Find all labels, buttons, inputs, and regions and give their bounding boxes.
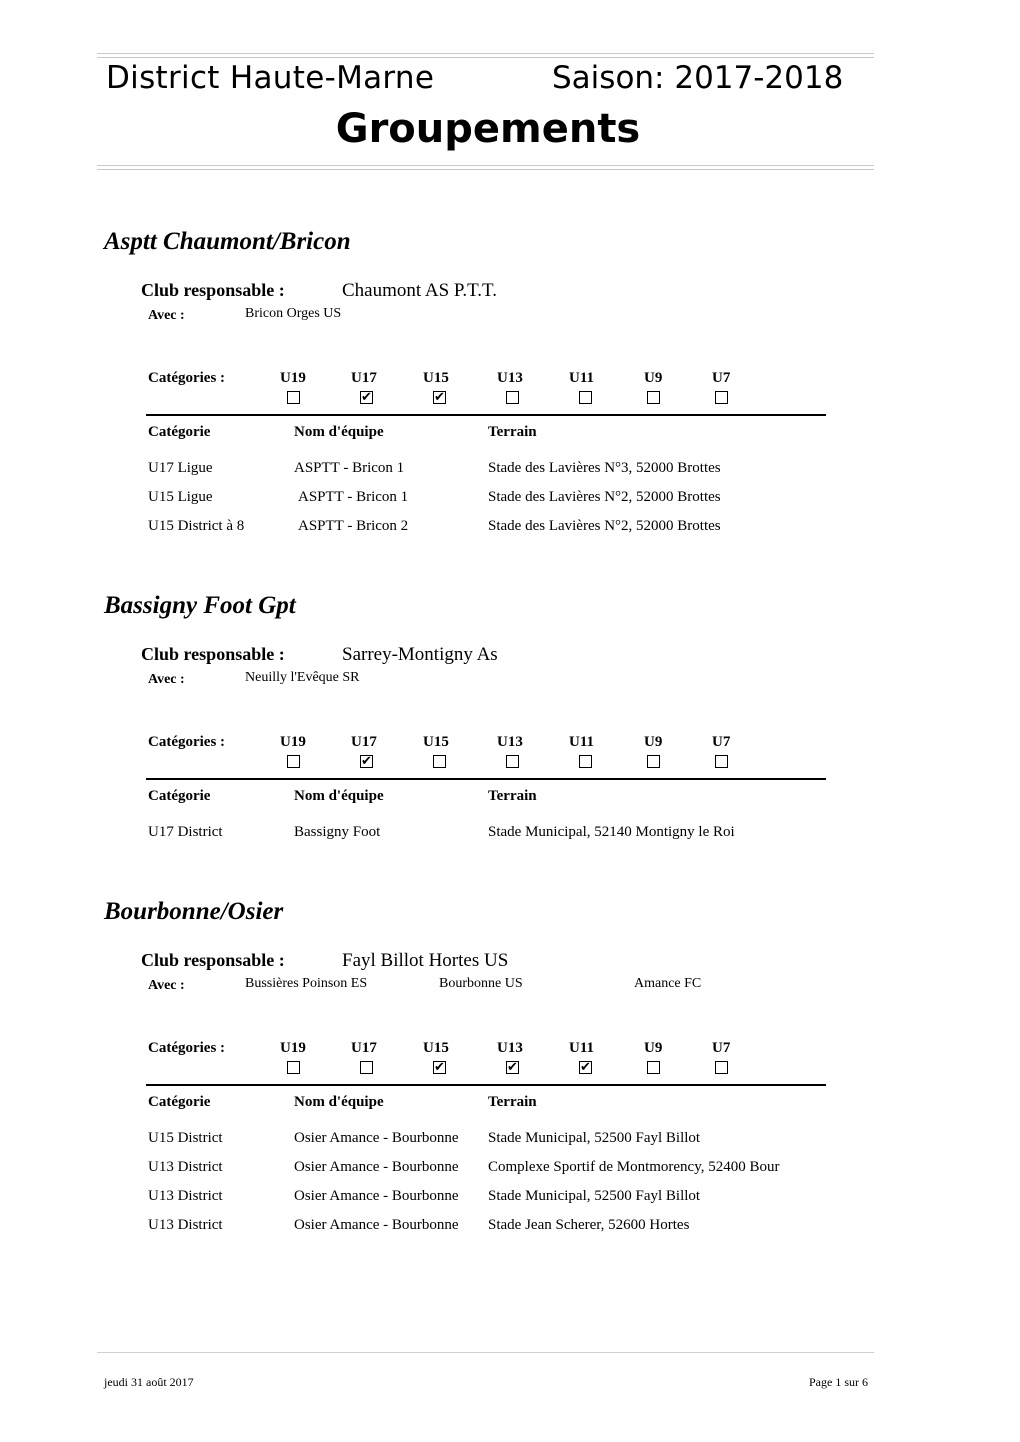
club-value: Chaumont AS P.T.T. — [342, 280, 498, 301]
avec-label: Avec : — [148, 308, 185, 323]
cat-head-u11: U11 — [569, 370, 595, 386]
page-number: Page 1 sur 6 — [809, 1375, 868, 1389]
cell-nom: Bassigny Foot — [294, 824, 381, 840]
categories-label: Catégories : — [148, 1040, 226, 1056]
categories-label: Catégories : — [148, 734, 226, 750]
cat-head-u15: U15 — [423, 370, 449, 386]
club-value: Fayl Billot Hortes US — [342, 950, 509, 971]
avec-label: Avec : — [148, 978, 185, 993]
cat-head-u7: U7 — [712, 370, 731, 386]
cell-terrain: Complexe Sportif de Montmorency, 52400 Bour — [488, 1159, 780, 1175]
footer-rule — [97, 1352, 874, 1353]
col-header-categorie: Catégorie — [148, 1094, 211, 1110]
avec-club: Neuilly l'Evêque SR — [245, 670, 360, 685]
col-header-nom: Nom d'équipe — [294, 424, 384, 440]
cell-terrain: Stade des Lavières N°3, 52000 Brottes — [488, 460, 721, 476]
cell-nom: ASPTT - Bricon 1 — [294, 460, 405, 476]
cell-categorie: U13 District — [148, 1159, 223, 1175]
avec-label: Avec : — [148, 672, 185, 687]
cell-nom: Osier Amance - Bourbonne — [294, 1130, 459, 1146]
page-title: Groupements — [335, 106, 641, 152]
checkbox-u13 — [506, 755, 519, 768]
cell-terrain: Stade Municipal, 52140 Montigny le Roi — [488, 824, 735, 840]
cat-head-u17: U17 — [351, 1040, 377, 1056]
cell-nom: Osier Amance - Bourbonne — [294, 1217, 459, 1233]
cell-categorie: U17 District — [148, 824, 223, 840]
checkbox-u11: ✔ — [580, 1060, 591, 1075]
checkbox-u11 — [579, 391, 592, 404]
cat-head-u11: U11 — [569, 1040, 595, 1056]
cat-head-u13: U13 — [497, 370, 523, 386]
cat-head-u17: U17 — [351, 734, 377, 750]
club-value: Sarrey-Montigny As — [342, 644, 498, 665]
col-header-categorie: Catégorie — [148, 424, 211, 440]
cell-terrain: Stade Municipal, 52500 Fayl Billot — [488, 1130, 701, 1146]
cat-head-u9: U9 — [644, 1040, 663, 1056]
col-header-terrain: Terrain — [488, 788, 537, 804]
club-label: Club responsable : — [141, 644, 285, 664]
cat-head-u9: U9 — [644, 370, 663, 386]
club-label: Club responsable : — [141, 280, 285, 300]
cell-categorie: U13 District — [148, 1217, 223, 1233]
avec-club: Amance FC — [634, 976, 702, 991]
group-title: Asptt Chaumont/Bricon — [104, 228, 351, 255]
checkbox-u9 — [647, 391, 660, 404]
checkbox-u7 — [715, 755, 728, 768]
checkbox-u19 — [287, 391, 300, 404]
cat-head-u9: U9 — [644, 734, 663, 750]
avec-club: Bussières Poinson ES — [245, 976, 368, 991]
cell-categorie: U15 Ligue — [148, 489, 213, 505]
avec-club: Bourbonne US — [439, 976, 523, 991]
cat-head-u13: U13 — [497, 1040, 523, 1056]
cell-categorie: U15 District à 8 — [148, 518, 245, 534]
checkbox-u13 — [506, 391, 519, 404]
checkbox-u9 — [647, 1061, 660, 1074]
season-label: Saison: 2017-2018 — [552, 60, 844, 96]
checkbox-u9 — [647, 755, 660, 768]
checkbox-u15 — [433, 755, 446, 768]
club-label: Club responsable : — [141, 950, 285, 970]
cell-categorie: U17 Ligue — [148, 460, 213, 476]
checkbox-u7 — [715, 391, 728, 404]
col-header-categorie: Catégorie — [148, 788, 211, 804]
cell-categorie: U13 District — [148, 1188, 223, 1204]
col-header-nom: Nom d'équipe — [294, 788, 384, 804]
cat-head-u13: U13 — [497, 734, 523, 750]
cat-head-u7: U7 — [712, 734, 731, 750]
checkbox-u17 — [360, 1061, 373, 1074]
cat-head-u19: U19 — [280, 370, 306, 386]
checkbox-u11 — [579, 755, 592, 768]
checkbox-u15: ✔ — [434, 390, 445, 405]
cell-terrain: Stade des Lavières N°2, 52000 Brottes — [488, 489, 721, 505]
col-header-terrain: Terrain — [488, 424, 537, 440]
district-name: District Haute-Marne — [106, 60, 435, 96]
table-divider — [146, 414, 826, 416]
group-title: Bassigny Foot Gpt — [104, 592, 296, 619]
cell-categorie: U15 District — [148, 1130, 223, 1146]
categories-label: Catégories : — [148, 370, 226, 386]
checkbox-u17: ✔ — [361, 390, 372, 405]
col-header-terrain: Terrain — [488, 1094, 537, 1110]
avec-club: Bricon Orges US — [245, 306, 342, 321]
cat-head-u15: U15 — [423, 734, 449, 750]
table-divider — [146, 1084, 826, 1086]
checkbox-u19 — [287, 755, 300, 768]
cat-head-u17: U17 — [351, 370, 377, 386]
cell-nom: ASPTT - Bricon 1 — [298, 489, 409, 505]
cell-nom: Osier Amance - Bourbonne — [294, 1159, 459, 1175]
cell-nom: Osier Amance - Bourbonne — [294, 1188, 459, 1204]
cell-terrain: Stade Jean Scherer, 52600 Hortes — [488, 1217, 690, 1233]
cat-head-u19: U19 — [280, 734, 306, 750]
table-divider — [146, 778, 826, 780]
footer-date: jeudi 31 août 2017 — [104, 1375, 194, 1389]
checkbox-u19 — [287, 1061, 300, 1074]
header-rule-top — [97, 53, 874, 58]
checkbox-u15: ✔ — [434, 1060, 445, 1075]
header-rule-bottom — [97, 165, 874, 170]
cell-terrain: Stade des Lavières N°2, 52000 Brottes — [488, 518, 721, 534]
checkbox-u7 — [715, 1061, 728, 1074]
col-header-nom: Nom d'équipe — [294, 1094, 384, 1110]
cat-head-u7: U7 — [712, 1040, 731, 1056]
checkbox-u13: ✔ — [507, 1060, 518, 1075]
cell-terrain: Stade Municipal, 52500 Fayl Billot — [488, 1188, 701, 1204]
cat-head-u15: U15 — [423, 1040, 449, 1056]
checkbox-u17: ✔ — [361, 754, 372, 769]
cat-head-u19: U19 — [280, 1040, 306, 1056]
cell-nom: ASPTT - Bricon 2 — [298, 518, 409, 534]
group-title: Bourbonne/Osier — [104, 898, 284, 925]
cat-head-u11: U11 — [569, 734, 595, 750]
